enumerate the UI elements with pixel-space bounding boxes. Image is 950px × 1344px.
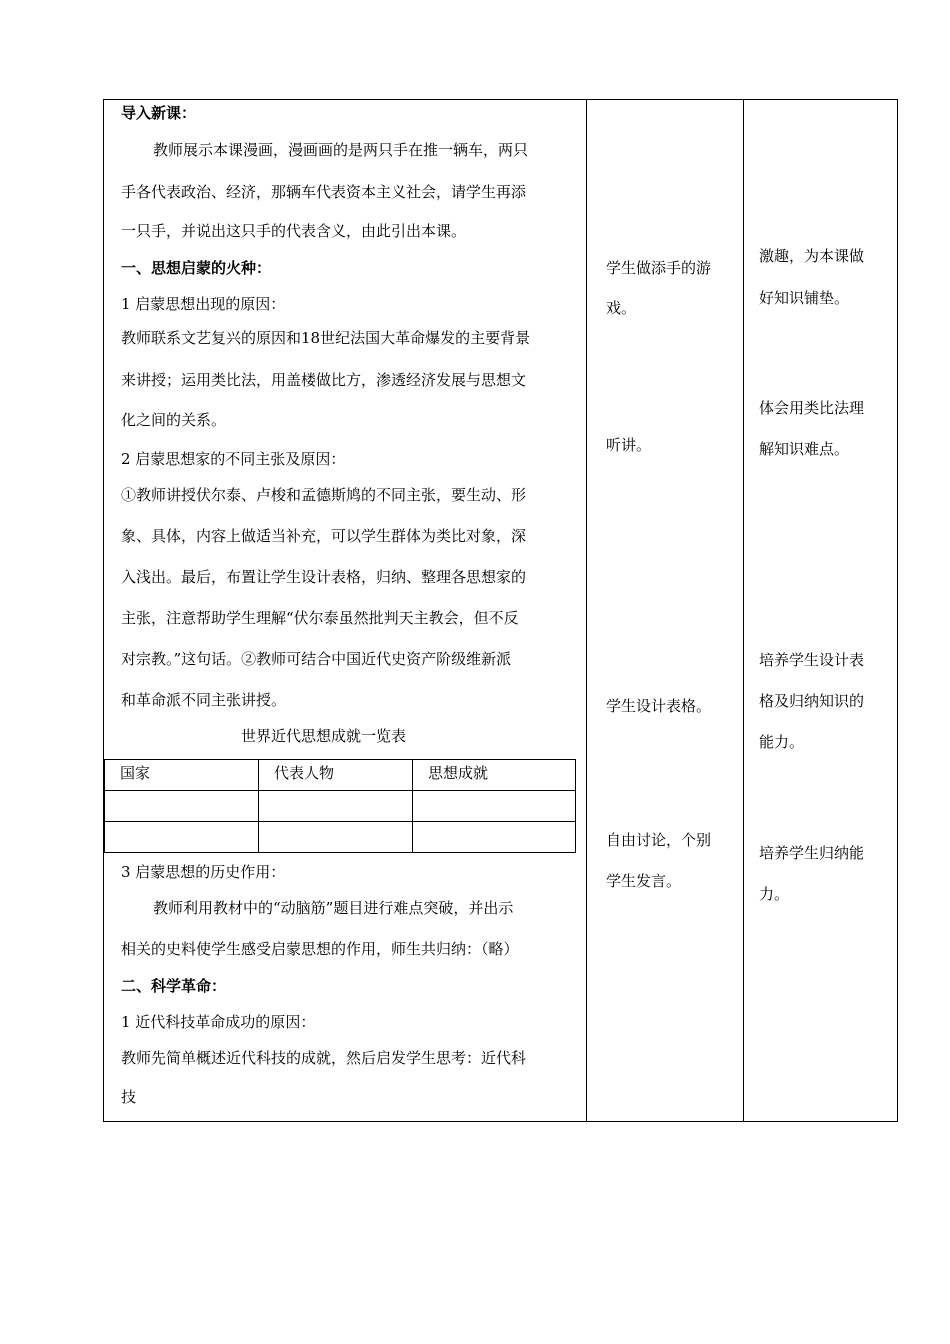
item2-line: 对宗教。”这句话。②教师可结合中国近代史资产阶级维新派 — [121, 650, 512, 668]
section2-heading: 二、科学革命： — [121, 977, 227, 995]
item2-line: 象、具体，内容上做适当补充，可以学生群体为类比对象，深 — [121, 527, 527, 545]
item1-line: 化之间的关系。 — [121, 411, 227, 429]
item3-line: 相关的史料使学生感受启蒙思想的作用，师生共归纳：（略） — [121, 940, 519, 958]
purpose-entry: 格及归纳知识的 — [759, 692, 865, 710]
header-achievement: 思想成就 — [413, 760, 576, 791]
s2-item1-title: 1 近代科技革命成功的原因： — [121, 1013, 316, 1031]
item2-line: 主张，注意帮助学生理解“伏尔泰虽然批判天主教会，但不反 — [121, 609, 519, 627]
item3-title: 3 启蒙思想的历史作用： — [121, 863, 286, 881]
thought-achievements-table — [104, 759, 576, 853]
purpose-entry: 培养学生设计表 — [759, 651, 865, 669]
intro-line: 教师展示本课漫画，漫画画的是两只手在推一辆车，两只 — [153, 141, 529, 159]
item1-line: 来讲授；运用类比法，用盖楼做比方，渗透经济发展与思想文 — [121, 371, 527, 389]
item2-title: 2 启蒙思想家的不同主张及原因： — [121, 450, 346, 468]
column-divider-1 — [586, 100, 587, 1121]
purpose-entry: 力。 — [759, 885, 790, 903]
table-cell — [259, 822, 413, 853]
student-entry: 自由讨论，个别 — [606, 831, 712, 849]
purpose-entry: 培养学生归纳能 — [759, 844, 865, 862]
student-entry: 学生设计表格。 — [606, 697, 712, 715]
table-caption: 世界近代思想成就一览表 — [241, 727, 407, 745]
purpose-entry: 好知识铺垫。 — [759, 289, 850, 307]
table-cell — [105, 791, 259, 822]
table-cell — [413, 822, 576, 853]
intro-heading: 导入新课： — [121, 104, 197, 122]
purpose-entry: 解知识难点。 — [759, 440, 850, 458]
intro-line: 一只手，并说出这只手的代表含义，由此引出本课。 — [121, 222, 467, 240]
s2-item1-line: 教师先简单概述近代科技的成就，然后启发学生思考：近代科 — [121, 1049, 527, 1067]
s2-item1-line: 技 — [121, 1088, 137, 1106]
item3-line: 教师利用教材中的“动脑筋”题目进行难点突破，并出示 — [153, 899, 514, 917]
student-entry: 学生做添手的游 — [606, 259, 712, 277]
item1-title: 1 启蒙思想出现的原因： — [121, 295, 286, 313]
item2-line: 和革命派不同主张讲授。 — [121, 691, 287, 709]
column-divider-2 — [743, 100, 744, 1121]
item2-line: 入浅出。最后，布置让学生设计表格，归纳、整理各思想家的 — [121, 568, 527, 586]
table-header-row — [105, 760, 576, 791]
purpose-entry: 激趣，为本课做 — [759, 247, 865, 265]
header-country: 国家 — [105, 760, 259, 791]
item1-line: 教师联系文艺复兴的原因和18世纪法国大革命爆发的主要背景 — [121, 329, 531, 347]
student-entry: 听讲。 — [606, 436, 652, 454]
table-cell — [259, 791, 413, 822]
lesson-plan-table — [103, 99, 898, 1122]
student-entry: 戏。 — [606, 299, 637, 317]
table-row — [105, 822, 576, 853]
purpose-entry: 体会用类比法理 — [759, 399, 865, 417]
table-cell — [413, 791, 576, 822]
section1-heading: 一、思想启蒙的火种： — [121, 259, 272, 277]
purpose-entry: 能力。 — [759, 733, 805, 751]
table-cell — [105, 822, 259, 853]
student-entry: 学生发言。 — [606, 872, 682, 890]
intro-line: 手各代表政治、经济，那辆车代表资本主义社会，请学生再添 — [121, 183, 527, 201]
item2-line: ①教师讲授伏尔泰、卢梭和孟德斯鸠的不同主张，要生动、形 — [121, 486, 527, 504]
table-row — [105, 791, 576, 822]
header-representative: 代表人物 — [259, 760, 413, 791]
